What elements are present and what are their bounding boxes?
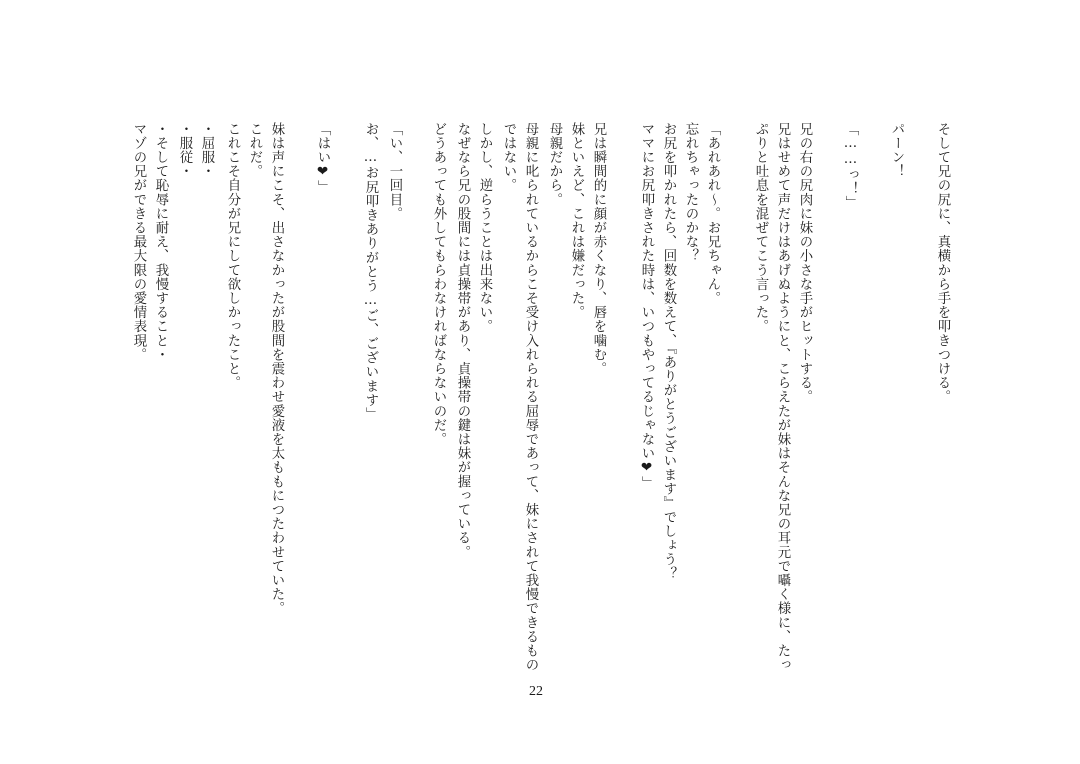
text-line: ぷりと吐息を混ぜてこう言った。 bbox=[753, 122, 768, 334]
text-line: 母親に叱られているからこそ受け入れられる屈辱であって、妹にされて我慢できるもの bbox=[523, 122, 538, 672]
text-line: そして兄の尻に、真横から手を叩きつける。 bbox=[935, 122, 950, 404]
text-line: しかし、逆らうことは出来ない。 bbox=[477, 122, 492, 334]
text-line: 兄の右の尻肉に妹の小さな手がヒットする。 bbox=[797, 122, 812, 404]
text-line: 妹といえど、これは嫌だった。 bbox=[569, 122, 584, 320]
text-line: 「あれあれ～。お兄ちゃん。 bbox=[705, 122, 720, 306]
text-line: マゾの兄ができる最大限の愛情表現。 bbox=[131, 122, 146, 362]
text-line: 妹は声にこそ、出さなかったが股間を震わせ愛液を太ももにつたわせていた。 bbox=[269, 122, 284, 616]
text-line: ・そして恥辱に耐え、我慢すること・ bbox=[153, 122, 168, 362]
text-line: 忘れちゃったのかな？ bbox=[683, 122, 698, 263]
text-line: ではない。 bbox=[501, 122, 516, 193]
text-line: どうあっても外してもらわなければならないのだ。 bbox=[431, 122, 446, 447]
text-line: 「い、一回目。 bbox=[387, 122, 402, 221]
text-line: お尻を叩かれたら、回数を数えて、『ありがとうございます』でしょう？ bbox=[661, 122, 676, 581]
text-line: 兄は瞬間的に顔が赤くなり、唇を噛む。 bbox=[591, 122, 606, 376]
text-line: 兄はせめて声だけはあげぬようにと、こらえたが妹はそんな兄の耳元で囁く様に、たっ bbox=[775, 122, 790, 672]
text-line: お、…お尻叩きありがとう…ご、ございます」 bbox=[363, 122, 378, 422]
text-line: これこそ自分が兄にして欲しかったこと。 bbox=[225, 122, 240, 390]
text-line: 「はい❤」 bbox=[315, 122, 330, 195]
text-line: パーン！ bbox=[889, 122, 904, 179]
text-line: 母親だから。 bbox=[547, 122, 562, 207]
text-line: ・屈服・ bbox=[199, 122, 214, 179]
text-line: これだ。 bbox=[247, 122, 262, 179]
text-line: ・服従・ bbox=[177, 122, 192, 179]
text-line: 「……っ！」 bbox=[843, 122, 858, 210]
text-line: ママにお尻叩きされた時は、いつもやってるじゃない❤」 bbox=[639, 122, 654, 491]
page-number: 22 bbox=[529, 684, 543, 699]
text-line: なぜなら兄の股間には貞操帯があり、貞操帯の鍵は妹が握っている。 bbox=[455, 122, 470, 560]
